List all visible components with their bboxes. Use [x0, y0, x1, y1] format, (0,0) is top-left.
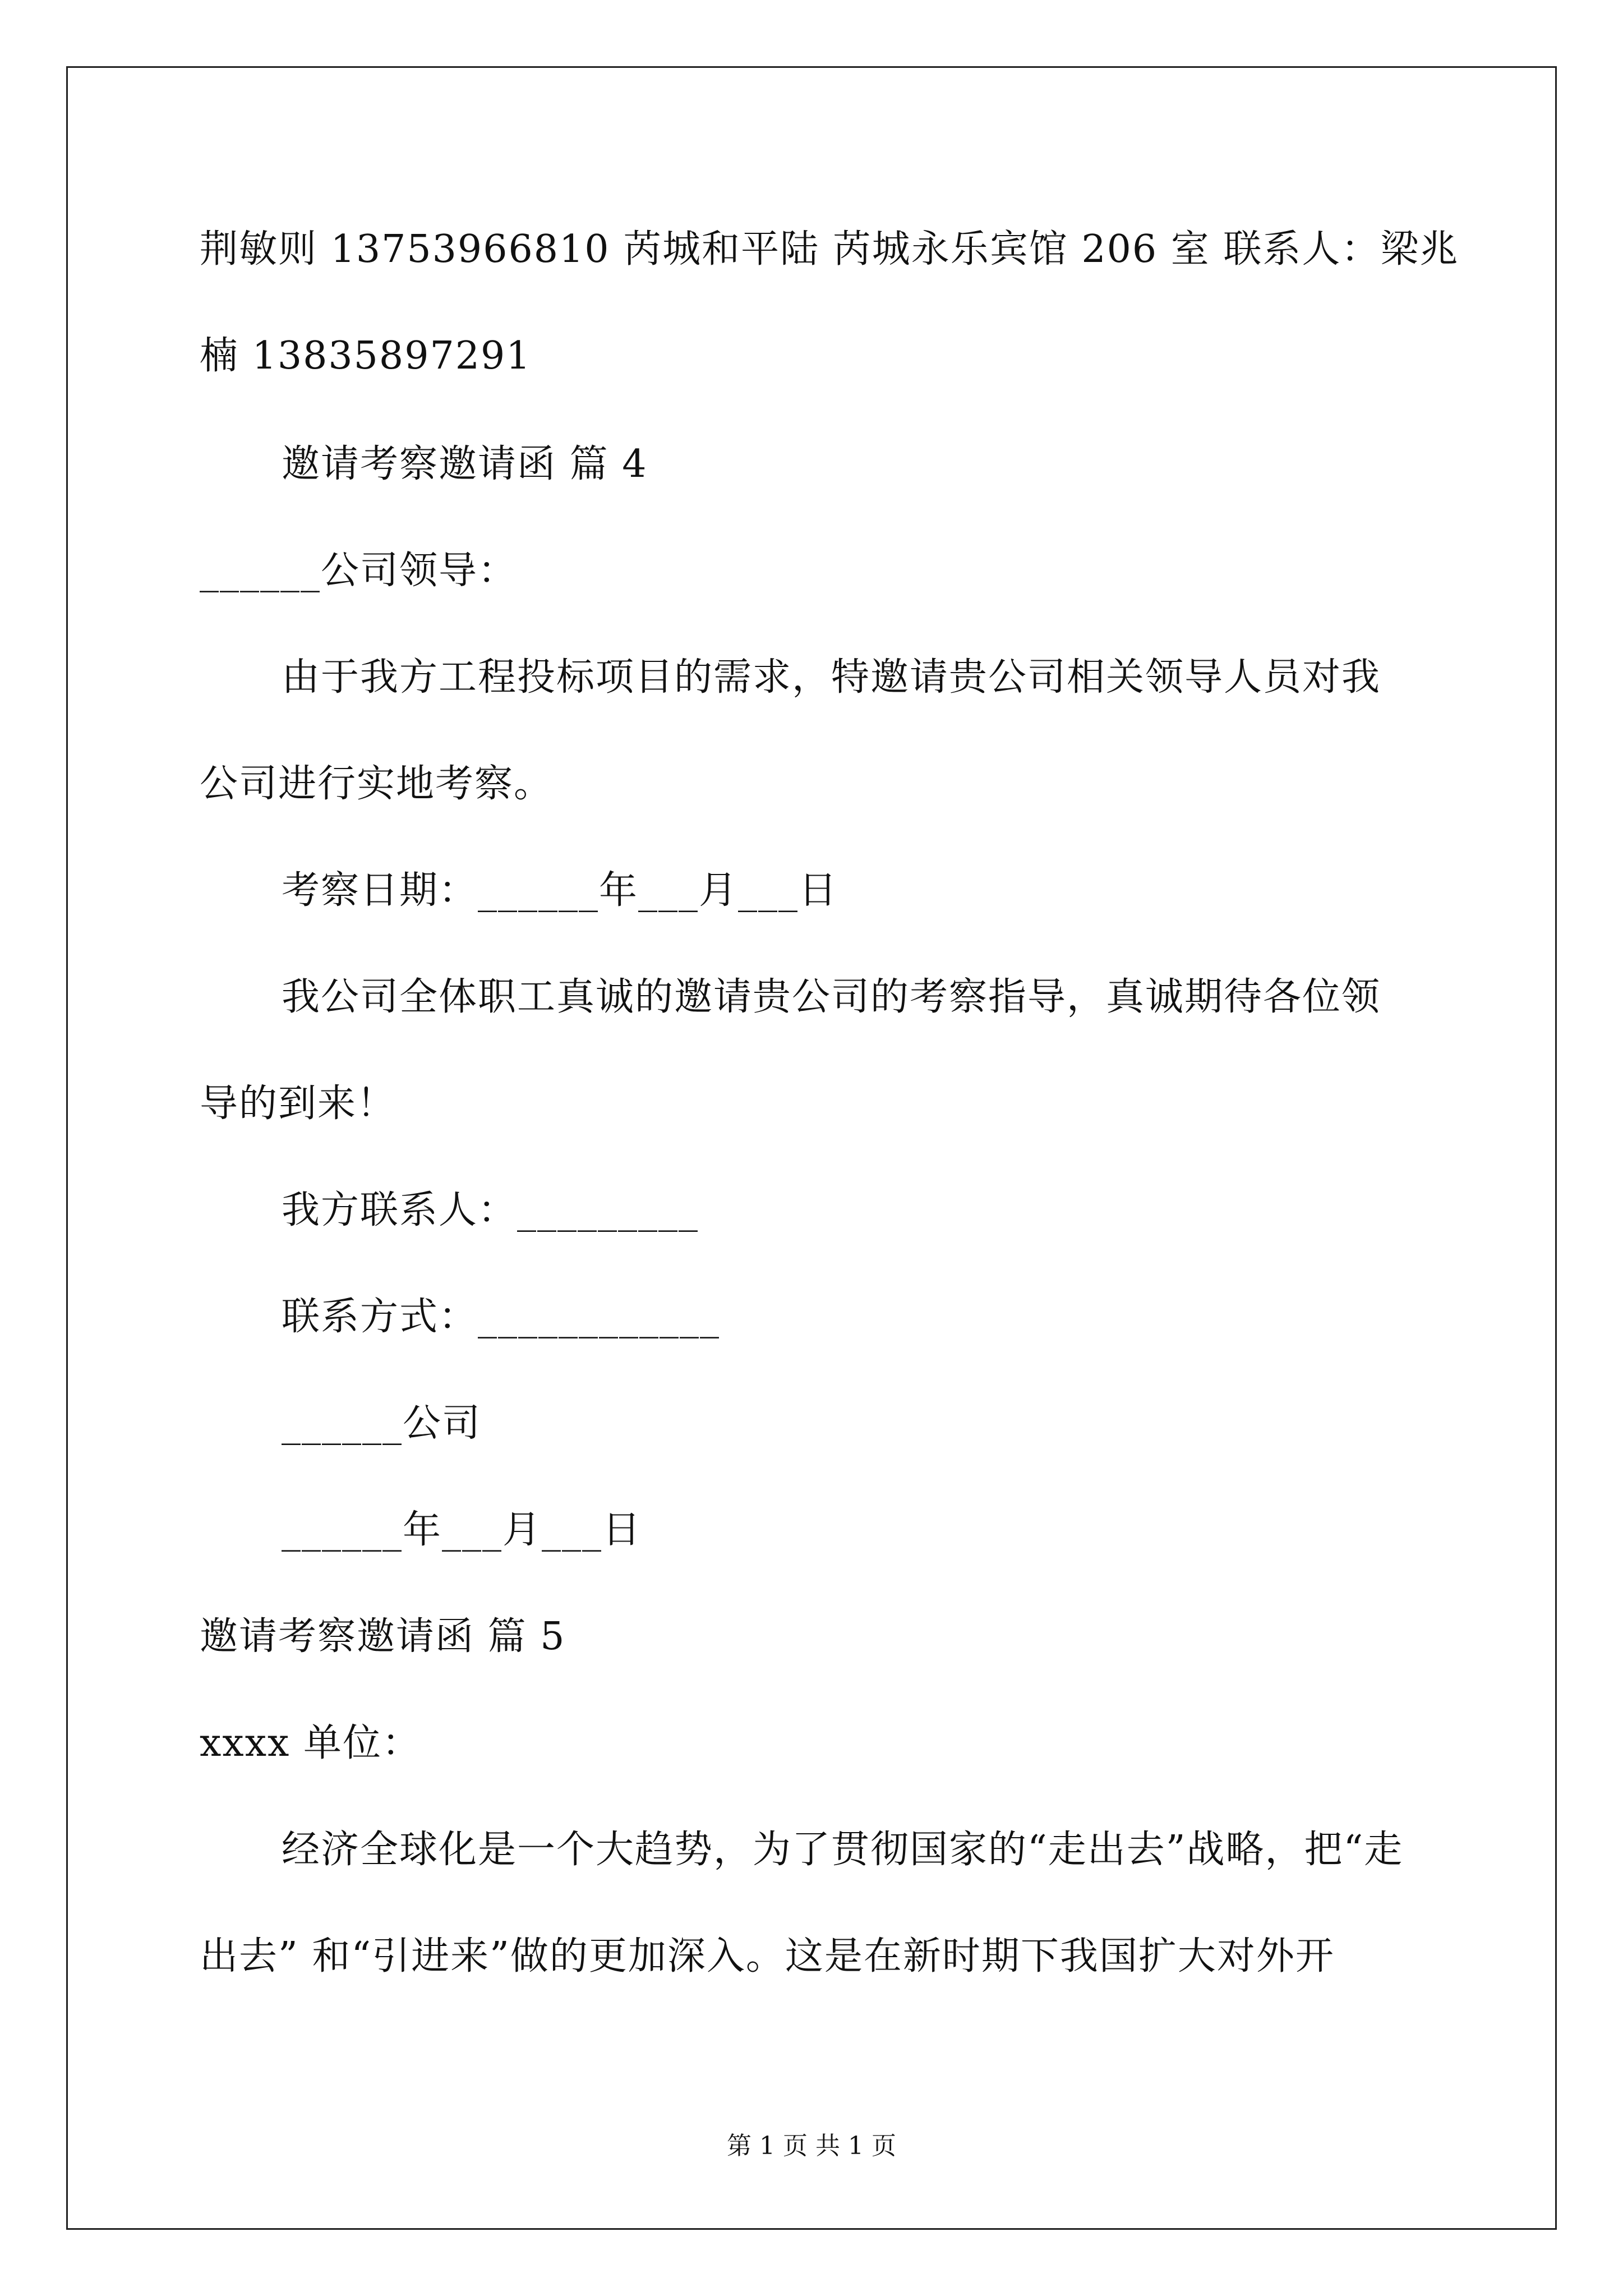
signature-company: ______公司: [282, 1401, 482, 1446]
section-heading-5: 邀请考察邀请函 篇 5: [200, 1614, 566, 1659]
page-footer: 第 1 页 共 1 页: [727, 2132, 896, 2160]
page-border: [66, 66, 1557, 2230]
contact-line-1: 荆敏则 13753966810 芮城和平陆 芮城永乐宾馆 206 室 联系人：梁兆: [200, 227, 1459, 272]
contact-line-2: 楠 13835897291: [200, 334, 532, 378]
section-heading-4: 邀请考察邀请函 篇 4: [282, 442, 648, 486]
body-paragraph-2a: 我公司全体职工真诚的邀请贵公司的考察指导，真诚期待各位领: [282, 975, 1381, 1019]
contact-person: 我方联系人：_________: [282, 1188, 699, 1232]
salutation-4: ______公司领导：: [200, 549, 518, 593]
salutation-5: xxxx 单位：: [200, 1721, 422, 1765]
body-paragraph-3a: 经济全球化是一个大趋势，为了贯彻国家的“走出去”战略，把“走: [282, 1828, 1404, 1872]
body-paragraph-2b: 导的到来！: [200, 1082, 396, 1126]
contact-method: 联系方式：____________: [282, 1295, 721, 1339]
body-paragraph-3b: 出去” 和“引进来”做的更加深入。这是在新时期下我国扩大对外开: [200, 1934, 1335, 1978]
signature-date: ______年___月___日: [282, 1508, 642, 1552]
body-paragraph-1b: 公司进行实地考察。: [200, 762, 554, 806]
inspection-date: 考察日期：______年___月___日: [282, 868, 838, 913]
body-paragraph-1a: 由于我方工程投标项目的需求，特邀请贵公司相关领导人员对我: [282, 655, 1381, 700]
